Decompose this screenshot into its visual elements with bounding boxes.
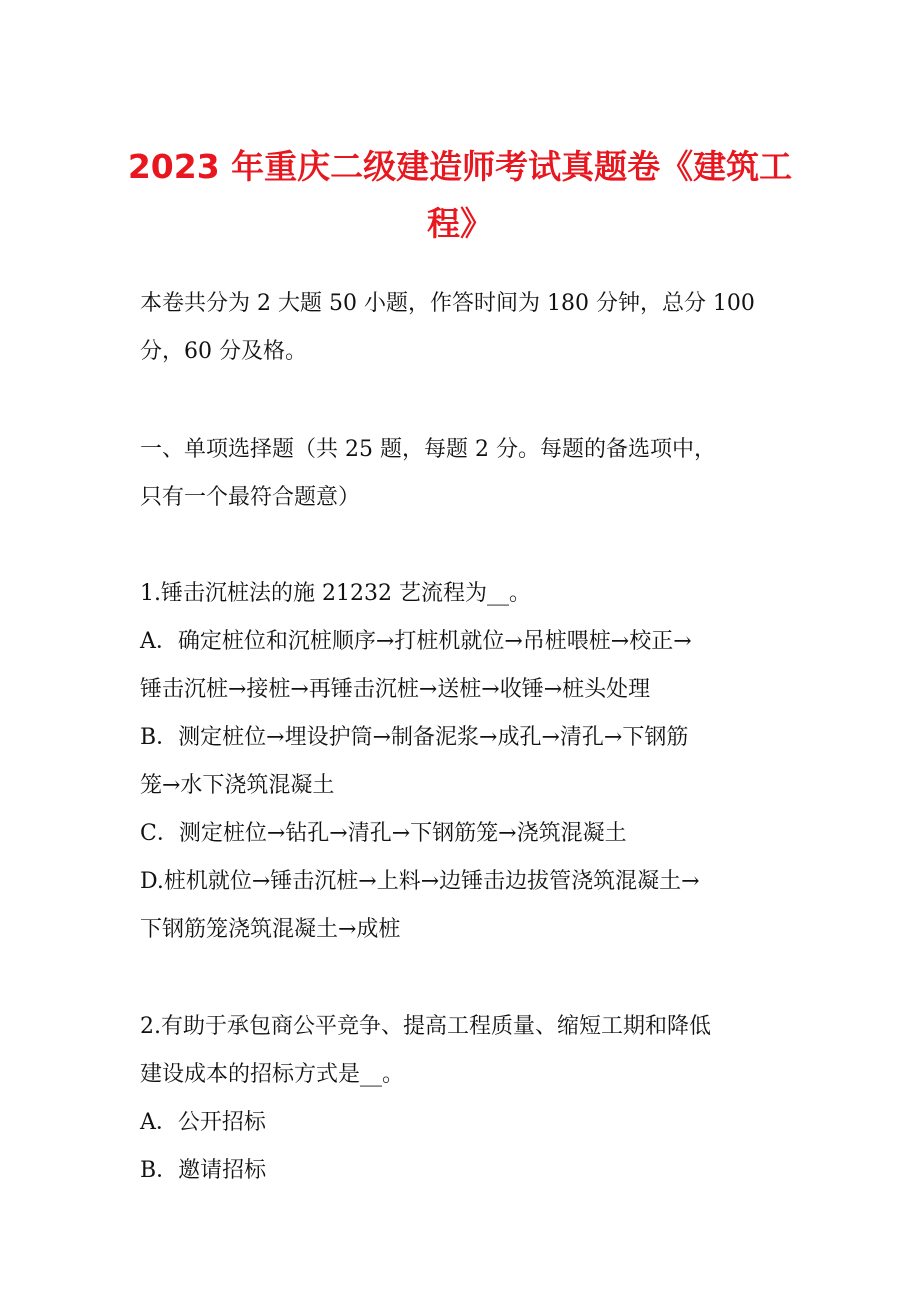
title-line-1: 2023 年重庆二级建造师考试真题卷《建筑工 [127,147,793,186]
question-1-option-c: C．测定桩位→钻孔→清孔→下钢筋笼→浇筑混凝土 [140,821,627,846]
question-1-option-d-line-2: 下钢筋笼浇筑混凝土→成桩 [140,917,401,942]
question-1-option-d-line-1: D.桩机就位→锤击沉桩→上料→边锤击边拔管浇筑混凝土→ [140,869,700,894]
intro-paragraph [140,280,790,376]
question-1-option-b-line-2: 笼→水下浇筑混凝土 [140,773,335,798]
question-1-option-a-line-2: 锤击沉桩→接桩→再锤击沉桩→送桩→收锤→桩头处理 [140,677,651,702]
question-2-stem-line-1: 2.有助于承包商公平竞争、提高工程质量、缩短工期和降低 [140,1014,711,1039]
section-line-2: 只有一个最符合题意） [140,485,361,510]
question-2 [140,1003,790,1195]
section-heading [140,426,790,522]
intro-line-1: 本卷共分为 2 大题 50 小题，作答时间为 180 分钟，总分 100 [140,291,755,316]
question-1-option-a-line-1: A．确定桩位和沉桩顺序→打桩机就位→吊桩喂桩→校正→ [140,629,692,654]
question-1-option-b-line-1: B．测定桩位→埋设护筒→制备泥浆→成孔→清孔→下钢筋 [140,725,689,750]
question-1-stem: 1.锤击沉桩法的施 21232 艺流程为__。 [140,581,531,606]
intro-line-2: 分，60 分及格。 [140,339,307,364]
question-2-option-a: A．公开招标 [140,1110,266,1135]
section-line-1: 一、单项选择题（共 25 题，每题 2 分。每题的备选项中， [140,437,716,462]
document-title [120,138,800,252]
question-2-stem-line-2: 建设成本的招标方式是__。 [140,1062,405,1087]
title-line-2: 程》 [427,204,493,243]
question-1 [140,570,790,954]
question-2-option-b: B．邀请招标 [140,1158,267,1183]
